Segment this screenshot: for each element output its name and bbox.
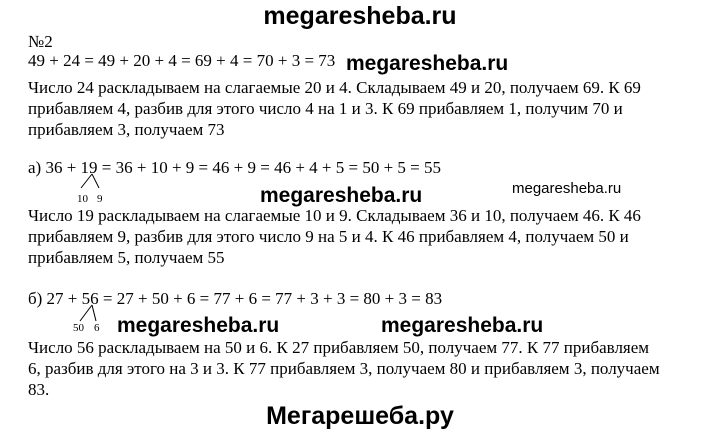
part-a-split-left: 10 xyxy=(77,193,88,205)
part-b-text-line-1: Число 56 раскладываем на 50 и 6. К 27 прибавляем 50, получаем 77. К 77 прибавляем xyxy=(28,338,650,357)
part-b-equation: б) 27 + 56 = 27 + 50 + 6 = 77 + 6 = 77 + 3 + 3 = 80 + 3 = 83 xyxy=(28,289,443,308)
watermark-bottom: Мегарешеба.ру xyxy=(266,402,454,430)
main-text-line-2: прибавляем 4, разбив для этого число 4 на 1 и 3. К 69 прибавляем 1, получим 70 и xyxy=(28,99,623,118)
watermark-mid-5: megaresheba.ru xyxy=(381,314,544,337)
main-equation: 49 + 24 = 49 + 20 + 4 = 69 + 4 = 70 + 3 = 73 xyxy=(28,51,336,70)
main-text-line-1: Число 24 раскладываем на слагаемые 20 и 4. Складываем 49 и 20, получаем 69. К 69 xyxy=(28,78,641,97)
part-b-split-right: 6 xyxy=(94,322,100,334)
part-a-equation: а) 36 + 19 = 36 + 10 + 9 = 46 + 9 = 46 + 4 + 5 = 50 + 5 = 55 xyxy=(28,158,442,177)
part-a-split-right: 9 xyxy=(97,193,103,205)
watermark-mid-1: megaresheba.ru xyxy=(346,52,509,75)
part-a-split-lines xyxy=(78,174,108,194)
part-b-text-line-2: 6, разбив для этого на 3 и 3. К 77 прибавляем 3, получаем 80 и прибавляем 3, получаем xyxy=(28,359,660,378)
part-a-text-line-1: Число 19 раскладываем на слагаемые 10 и 9. Складываем 36 и 10, получаем 46. К 46 xyxy=(28,206,641,225)
part-b-split-left: 50 xyxy=(73,322,84,334)
part-b-text-line-3: 83. xyxy=(28,380,50,399)
watermark-mid-2: megaresheba.ru xyxy=(260,184,423,207)
watermark-mid-3: megaresheba.ru xyxy=(512,180,622,197)
part-a-text-line-2: прибавляем 9, разбив для этого число 9 на 5 и 4. К 46 прибавляем 4, получаем 50 и xyxy=(28,227,629,246)
watermark-top: megaresheba.ru xyxy=(263,2,457,30)
part-a-text-line-3: прибавляем 5, получаем 55 xyxy=(28,248,225,267)
task-number: №2 xyxy=(28,32,53,51)
watermark-mid-4: megaresheba.ru xyxy=(117,314,280,337)
main-text-line-3: прибавляем 3, получаем 73 xyxy=(28,120,225,139)
